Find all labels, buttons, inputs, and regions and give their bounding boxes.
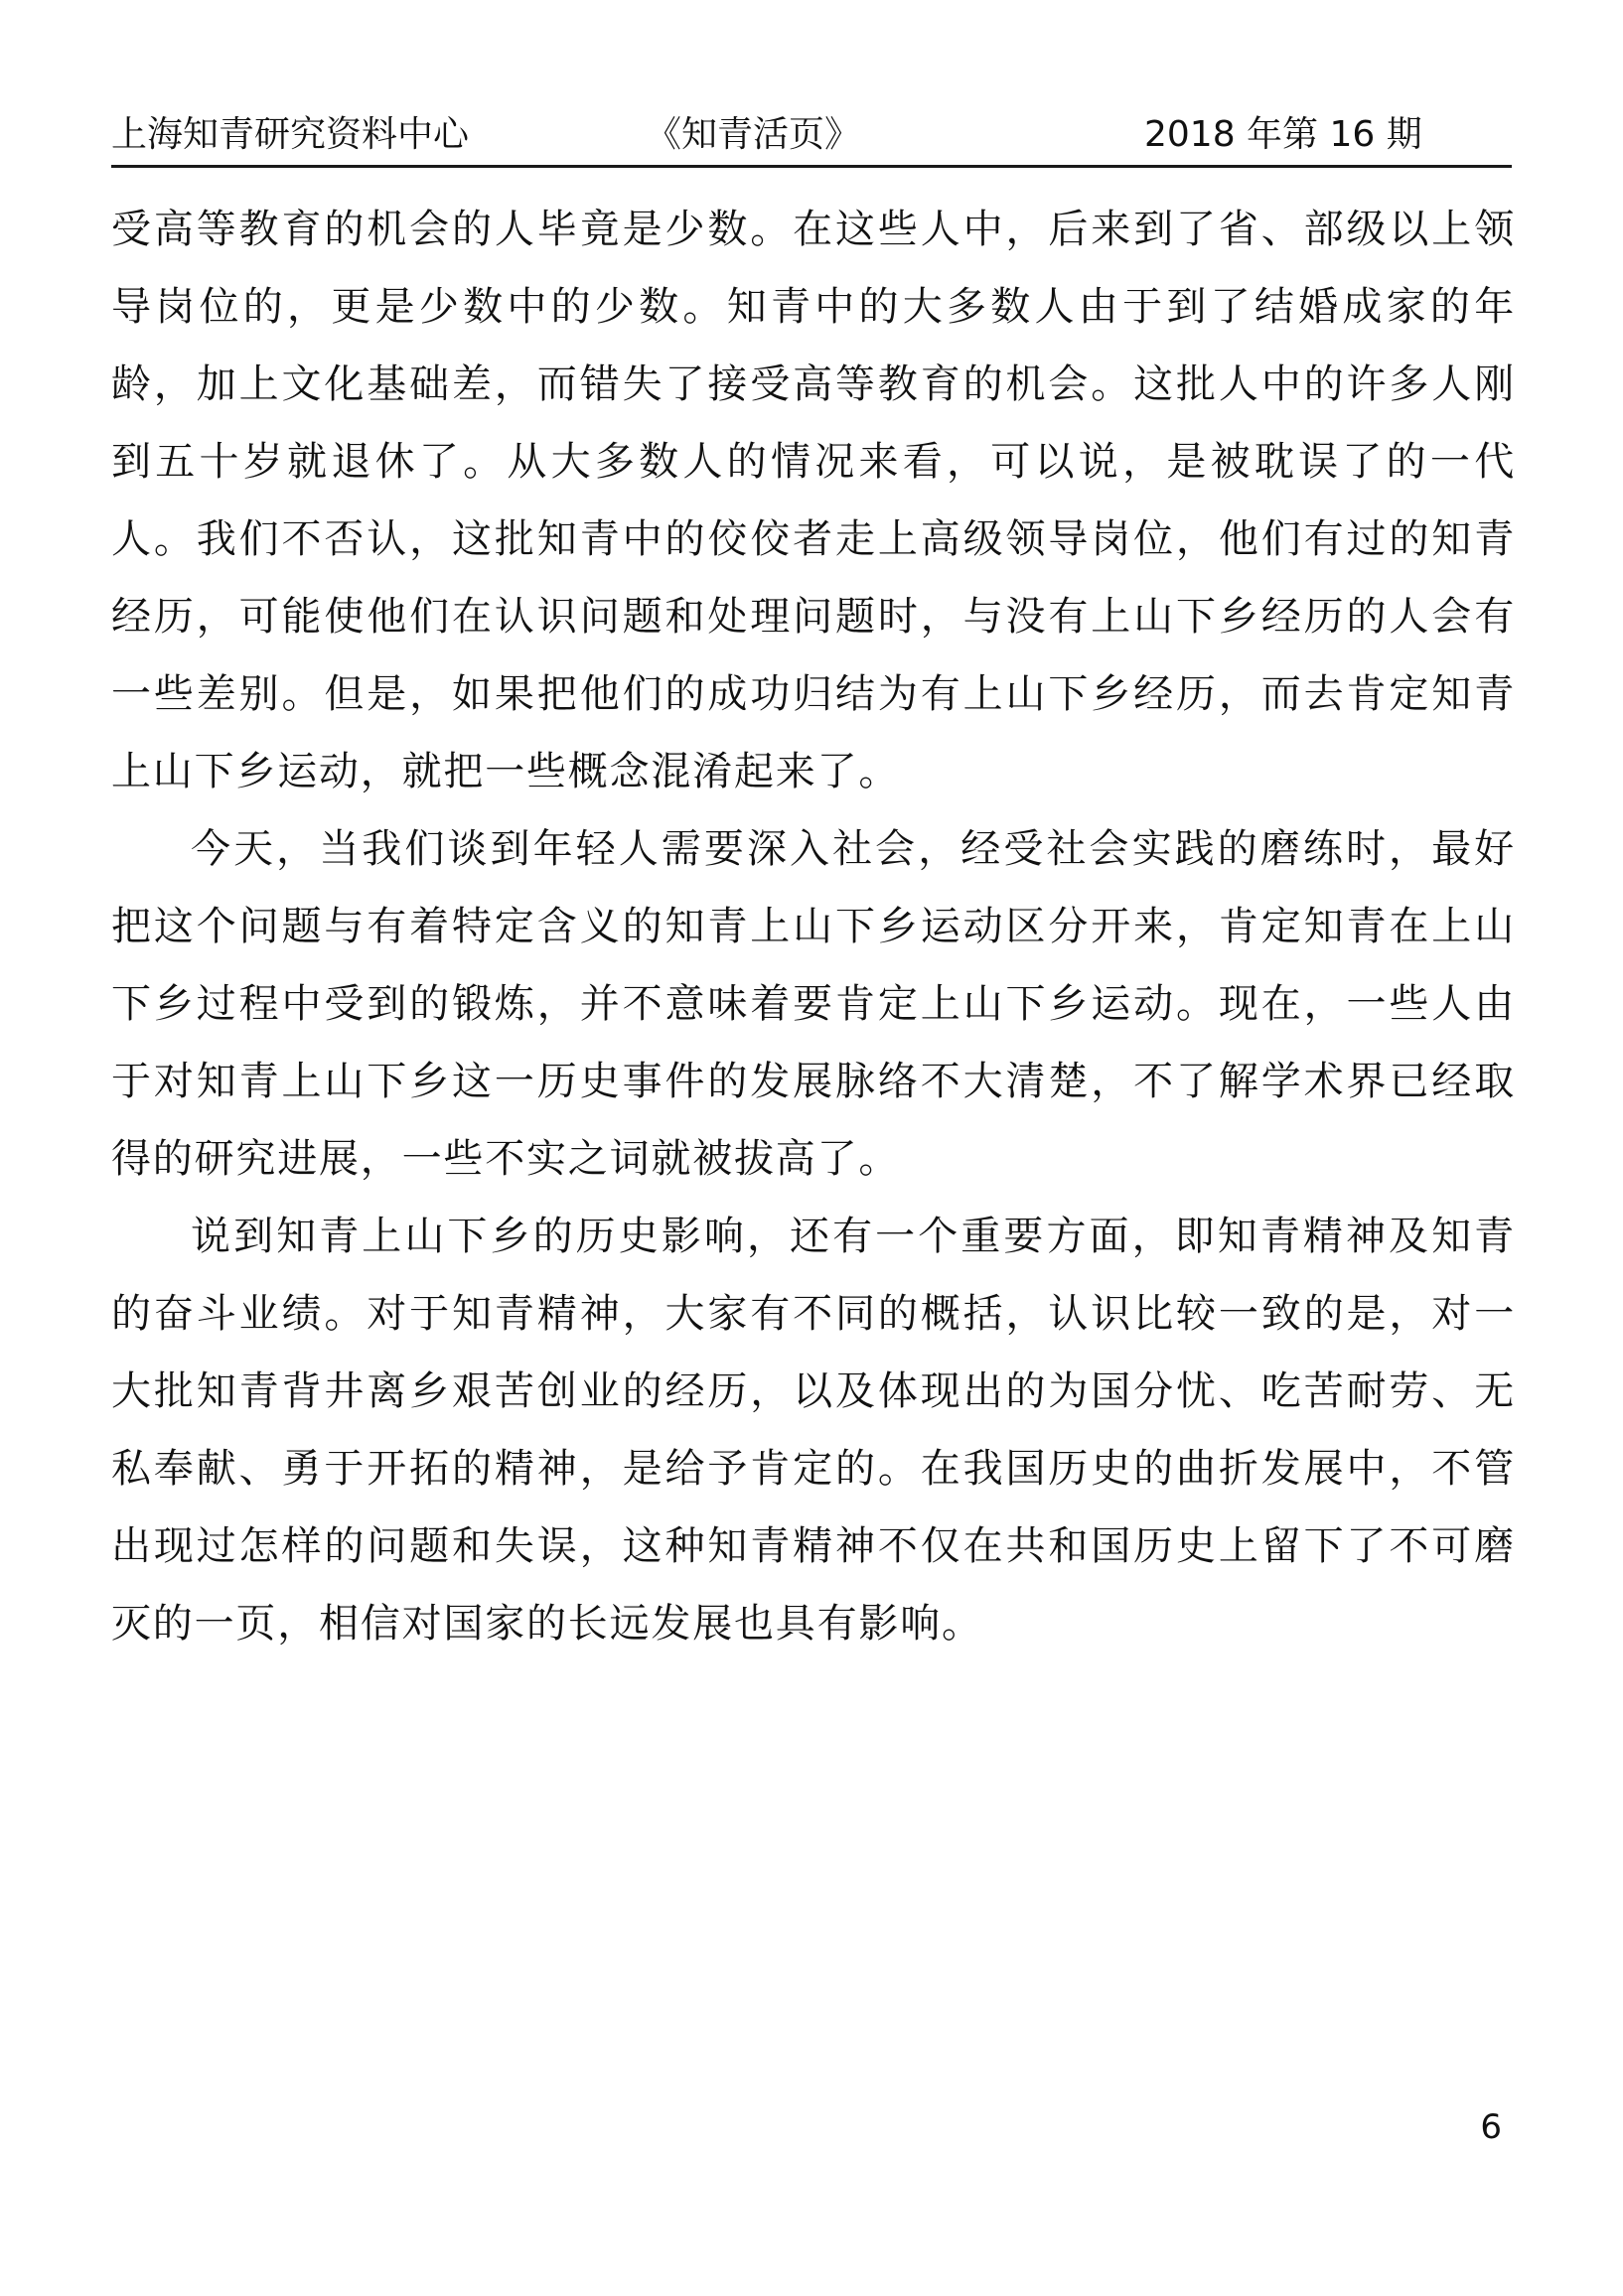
paragraph-continued: 受高等教育的机会的人毕竟是少数。在这些人中，后来到了省、部级以上领导岗位的，更是少数中的少数。知青中的大多数人由于到了结婚成家的年龄，加上文化基础差，而错失了接受高等教育的机会。这批人中的许多人刚到五十岁就退休了。从大多数人的情况来看，可以说，是被耽误了的一代人。我们不否认，这批知青中的佼佼者走上高级领导岗位，他们有过的知青经历，可能使他们在认识问题和处理问题时，与没有上山下乡经历的人会有一些差别。但是，如果把他们的成功归结为有上山下乡经历，而去肯定知青上山下乡运动，就把一些概念混淆起来了。 [111, 207, 1516, 794]
paragraph: 今天，当我们谈到年轻人需要深入社会，经受社会实践的磨练时，最好把这个问题与有着特定含义的知青上山下乡运动区分开来，肯定知青在上山下乡过程中受到的锻炼，并不意味着要肯定上山下乡运动。现在，一些人由于对知青上山下乡这一历史事件的发展脉络不大清楚，不了解学术界已经取得的研究进展，一些不实之词就被拔高了。 [111, 826, 1516, 1182]
page-number: 6 [1480, 2107, 1502, 2147]
header-issue: 2018 年第 16 期 [1144, 114, 1422, 155]
header-organization: 上海知青研究资料中心 [111, 114, 470, 155]
paragraph: 说到知青上山下乡的历史影响，还有一个重要方面，即知青精神及知青的奋斗业绩。对于知青精神，大家有不同的概括，认识比较一致的是，对一大批知青背井离乡艰苦创业的经历，以及体现出的为国分忧、吃苦耐劳、无私奉献、勇于开拓的精神，是给予肯定的。在我国历史的曲折发展中，不管出现过怎样的问题和失误，这种知青精神不仅在共和国历史上留下了不可磨灭的一页，相信对国家的长远发展也具有影响。 [111, 1214, 1516, 1647]
page-header [111, 105, 1512, 168]
article-body [111, 191, 1516, 1662]
header-publication-title: 《知青活页》 [646, 114, 861, 155]
